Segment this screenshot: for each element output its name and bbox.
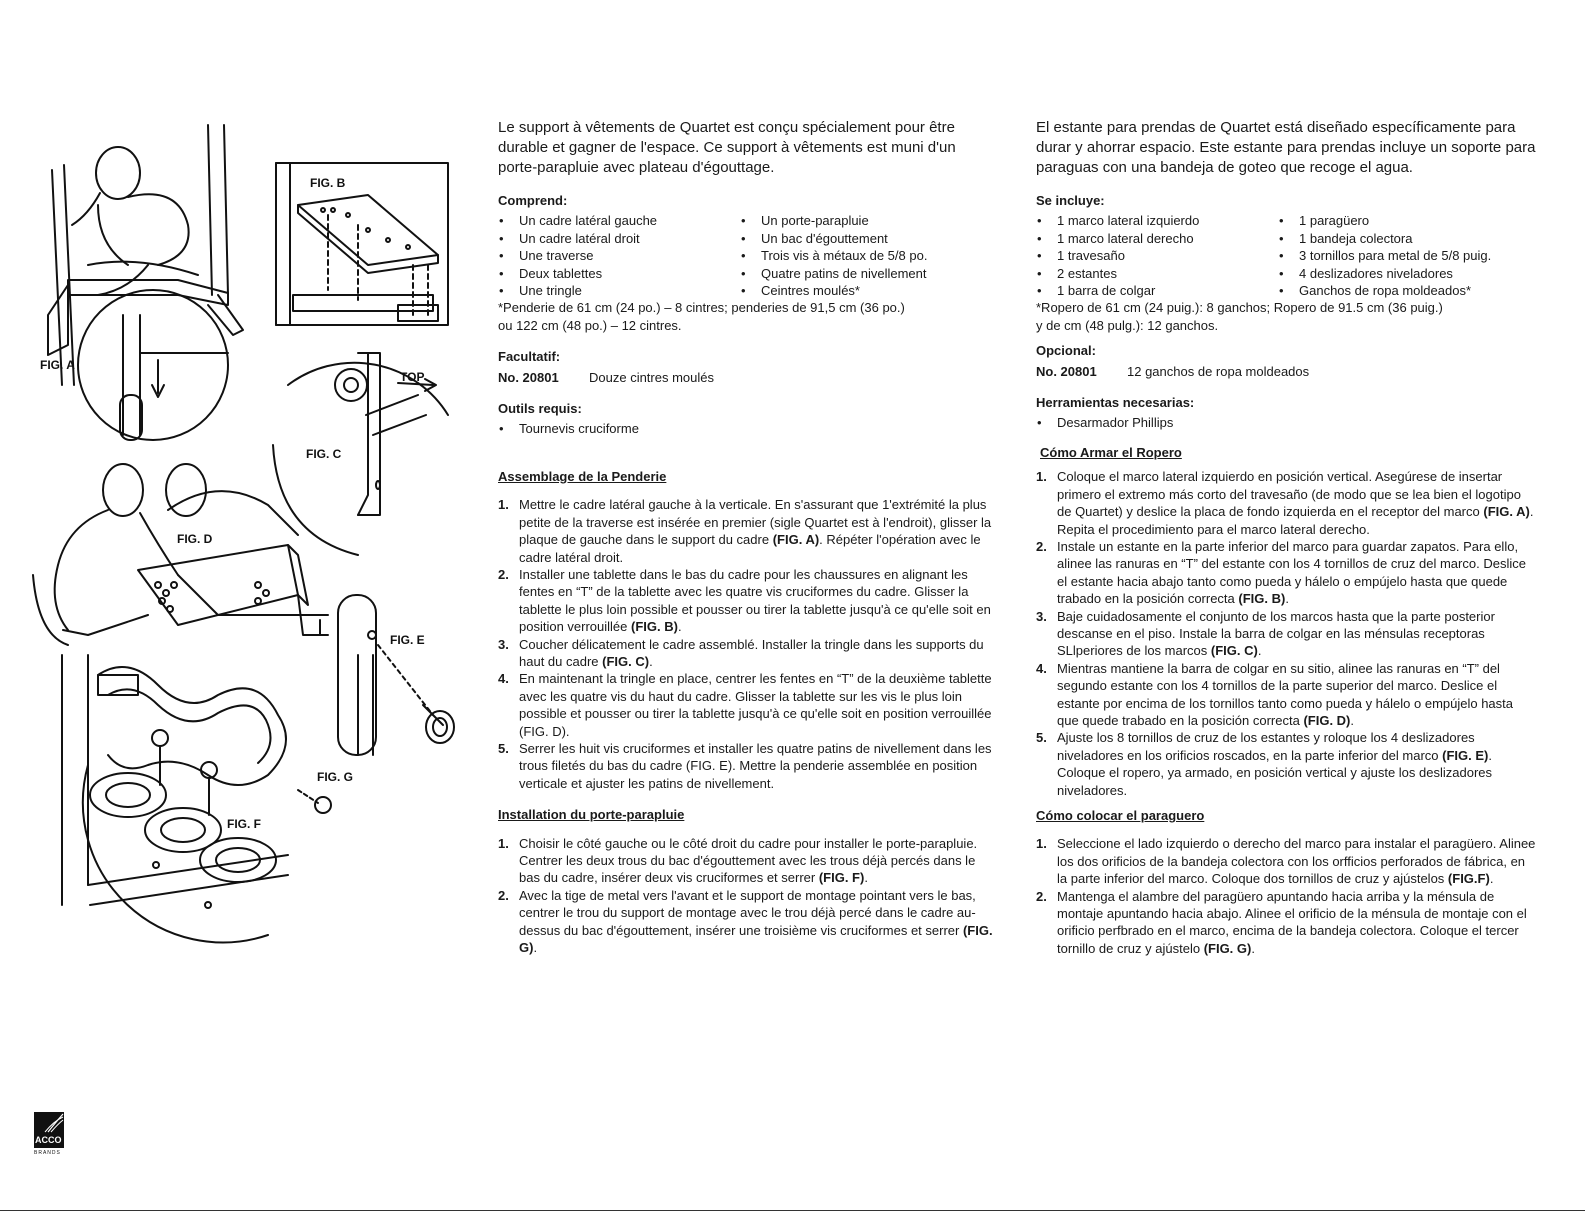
list-item: • Un bac d'égouttement <box>740 230 927 247</box>
step-item: 1. Mettre le cadre latéral gauche à la verticale. En s'assurant que 1'extrémité la plus petite de la traverse est insérée en premier (sigle Quartet est à l'endroit), glisser la plaque de gauche dans le support du cadre (FIG. A). Répéter l'opération avec le cadre latéral droit. <box>498 497 992 565</box>
fr-umbrella-title: Installation du porte-parapluie <box>498 807 685 823</box>
list-item: • Un cadre latéral gauche <box>498 212 740 229</box>
step-item: 4. En maintenant la tringle en place, centrer les fentes en “T” de la deuxième tablette avec les quatre vis du haut du cadre. Glisser la tablette sur les vis le plus loin possible et pousser ou tirer la tablette jusqu'à ce qu'elle soit en position verrouillée (FIG. D). <box>498 671 992 739</box>
list-item: • 1 bandeja colectora <box>1278 230 1491 247</box>
list-item: • 2 estantes <box>1036 265 1278 282</box>
fig-a-label: FIG. A <box>40 358 75 372</box>
fr-assembly-title: Assemblage de la Penderie <box>498 468 667 484</box>
fig-b-label: FIG. B <box>310 176 346 190</box>
step-item: 3. Baje cuidadosamente el conjunto de los marcos hasta que la parte posterior descanse en el piso. Instale la barra de colgar en las ménsulas receptoras SLlperiores de los marcos (FIG. C). <box>1036 608 1495 659</box>
es-assembly-steps <box>1036 468 1536 799</box>
step-item: 3. Coucher délicatement le cadre assemblé. Installer la tringle dans les supports du haut du cadre (FIG. C). <box>498 636 984 669</box>
bottom-rule <box>0 1210 1585 1211</box>
list-item: • Tournevis cruciforme <box>498 420 998 437</box>
fig-e-drawing <box>320 595 454 755</box>
french-instructions <box>498 118 998 956</box>
logo-name: ACCO <box>35 1135 62 1145</box>
fr-optional-num: No. 20801 <box>498 369 559 385</box>
es-note-line1: *Ropero de 61 cm (24 puig.): 8 ganchos; Ropero de 91.5 cm (36 puig.) <box>1036 300 1443 316</box>
fr-optional-text: Douze cintres moulés <box>589 369 714 385</box>
list-item: • Ganchos de ropa moldeados* <box>1278 282 1491 299</box>
es-optional-text: 12 ganchos de ropa moldeados <box>1127 363 1310 379</box>
list-item: • 3 tornillos para metal de 5/8 puig. <box>1278 247 1491 264</box>
fr-note-line2: ou 122 cm (48 po.) – 12 cintres. <box>498 317 682 333</box>
fig-e-label: FIG. E <box>390 633 425 647</box>
list-item: • Quatre patins de nivellement <box>740 265 927 282</box>
step-item: 1. Choisir le côté gauche ou le côté droit du cadre pour installer le porte-parapluie. Centrer les deux trous du bac d'égouttement avec les trous déjà percés dans le bas du cadre, insérer deux vis cruciformes et serrer (FIG. F). <box>498 835 978 886</box>
list-item: • Un cadre latéral droit <box>498 230 740 247</box>
es-umbrella-steps <box>1036 835 1536 957</box>
step-item: 5. Ajuste los 8 tornillos de cruz de los estantes y roloque los 4 deslizadores niveladores en los orificios roscados, en la parte inferior del marco (FIG. E). Coloque el ropero, ya armado, en posición vertical y ajuste los deslizadores niveladores. <box>1036 730 1493 798</box>
list-item: • Desarmador Phillips <box>1036 414 1536 431</box>
list-item: • Trois vis à métaux de 5/8 po. <box>740 247 927 264</box>
list-item: • Une traverse <box>498 247 740 264</box>
list-item: • Un porte-parapluie <box>740 212 927 229</box>
list-item: • 1 paragüero <box>1278 212 1491 229</box>
list-item: • 4 deslizadores niveladores <box>1278 265 1491 282</box>
step-item: 4. Mientras mantiene la barra de colgar en su sitio, alinee las ranuras en “T” del segundo estante con los 4 tornillos de la parte superior del marco. Deslice el estante por encima de los tornillos tanto como pueda y hálelo o empújelo hasta que quede trabado en la posición correcta (FIG. D). <box>1036 660 1514 728</box>
step-item: 2. Mantenga el alambre del paragüero apuntando hacia arriba y la ménsula de montaje apuntando hacia abajo. Alinee el orificio de la ménsula de montaje con el orificio perfbrado en el marco, encima de la bandeja colectora. Coloque el tercer tornillo de cruz y ajústelo (FIG. G). <box>1036 888 1527 956</box>
fig-b-drawing <box>276 163 448 325</box>
fig-d-label: FIG. D <box>177 532 213 546</box>
list-item: • Ceintres moulés* <box>740 282 927 299</box>
list-item: • Deux tablettes <box>498 265 740 282</box>
step-item: 2. Instale un estante en la parte inferior del marco para guardar zapatos. Para ello, alinee las ranuras en “T” del estante con los 4 tornillos de cruz del marco. Deslice el estante hacia abajo tanto como pueda y hálelo o empújelo hasta que quede trabado en la posición correcta (FIG. B). <box>1036 538 1526 607</box>
es-tools-list <box>1036 414 1536 431</box>
es-includes-list <box>1036 212 1536 299</box>
es-includes-title: Se incluye: <box>1036 193 1105 208</box>
acco-brands-logo <box>34 1112 66 1158</box>
logo-mark-icon <box>34 1112 64 1134</box>
fr-includes-list <box>498 212 998 299</box>
fr-umbrella-steps <box>498 835 998 957</box>
list-item: • 1 travesaño <box>1036 247 1278 264</box>
fr-tools-list <box>498 420 998 437</box>
es-tools-title: Herramientas necesarias: <box>1036 395 1195 411</box>
es-assembly-title: Cómo Armar el Ropero <box>1040 444 1182 460</box>
list-item: • 1 marco lateral izquierdo <box>1036 212 1278 229</box>
es-optional-num: No. 20801 <box>1036 363 1097 379</box>
step-item: 2. Avec la tige de metal vers l'avant et le support de montage pointant vers le bas, centrer le trou du support de montage avec le trou déjà percé dans le cadre au-dessus du bac d'égouttement, insérer une troisième vis cruciformes et serrer (FIG. G). <box>498 887 993 956</box>
step-item: 1. Seleccione el lado izquierdo o derecho del marco para instalar el paragüero. Alinee los dos orificios de la bandeja colectora con los orfficios perforados de fábrica, en la parte inferior del marco. Coloque dos tornillos de cruz y ajústelos (FIG.F). <box>1036 836 1536 887</box>
step-item: 2. Installer une tablette dans le bas du cadre pour les chaussures en alignant les fentes en “T” de la tablette avec les quatre vis cruciformes du cadre. Glisser la tablette le plus loin possible et pousser ou tirer la tablette jusqu'à ce qu'elle soit en position verrouillée (FIG. B). <box>498 566 991 635</box>
list-item: • Une tringle <box>498 282 740 299</box>
step-item: 5. Serrer les huit vis cruciformes et installer les quatre patins de nivellement dans les trous filetés du bas du cadre (FIG. E). Mettre la penderie assemblée en position verticale et ajuster les patins de nivellement. <box>498 740 992 791</box>
spanish-instructions <box>1036 118 1536 957</box>
es-optional-title: Opcional: <box>1036 343 1096 359</box>
fr-note-line1: *Penderie de 61 cm (24 po.) – 8 cintres; penderies de 91,5 cm (36 po.) <box>498 300 905 316</box>
list-item: • 1 barra de colgar <box>1036 282 1278 299</box>
fr-assembly-steps <box>498 496 998 792</box>
es-umbrella-title: Cómo colocar el paraguero <box>1036 808 1205 823</box>
fig-a-drawing <box>48 125 243 440</box>
es-intro: El estante para prendas de Quartet está diseñado específicamente para durar y ahorrar espacio. Este estante para prendas incluye un soporte para paraguas con una bandeja de goteo que recoge el agua. <box>1036 119 1536 176</box>
es-optional-row <box>1036 363 1536 380</box>
fig-d-drawing <box>33 464 328 645</box>
fr-tools-title: Outils requis: <box>498 401 582 417</box>
fig-fg-drawing <box>62 655 373 942</box>
assembly-illustrations <box>28 115 473 960</box>
fig-g-label: FIG. G <box>317 770 353 784</box>
fr-optional-row <box>498 369 998 386</box>
fr-includes-title: Comprend: <box>498 193 568 208</box>
fig-f-label: FIG. F <box>227 817 261 831</box>
fig-c-label: FIG. C <box>306 447 342 461</box>
es-note-line2: y de cm (48 pulg.): 12 ganchos. <box>1036 317 1219 333</box>
top-label: TOP <box>400 370 425 384</box>
fr-intro: Le support à vêtements de Quartet est conçu spécialement pour être durable et gagner de l'espace. Ce support à vêtements est muni d'un porte-parapluie avec plateau d'égouttage. <box>498 119 956 176</box>
step-item: 1. Coloque el marco lateral izquierdo en posición vertical. Asegúrese de insertar primero el extremo más corto del travesaño (de modo que se lea bien el logotipo de Quartet) y deslice la placa de fondo izquierda en el receptor del marco (FIG. A). Repita el procedimiento para el marco lateral derecho. <box>1036 469 1534 537</box>
list-item: • 1 marco lateral derecho <box>1036 230 1278 247</box>
logo-sub: BRANDS <box>34 1150 61 1156</box>
fr-optional-title: Facultatif: <box>498 349 561 365</box>
